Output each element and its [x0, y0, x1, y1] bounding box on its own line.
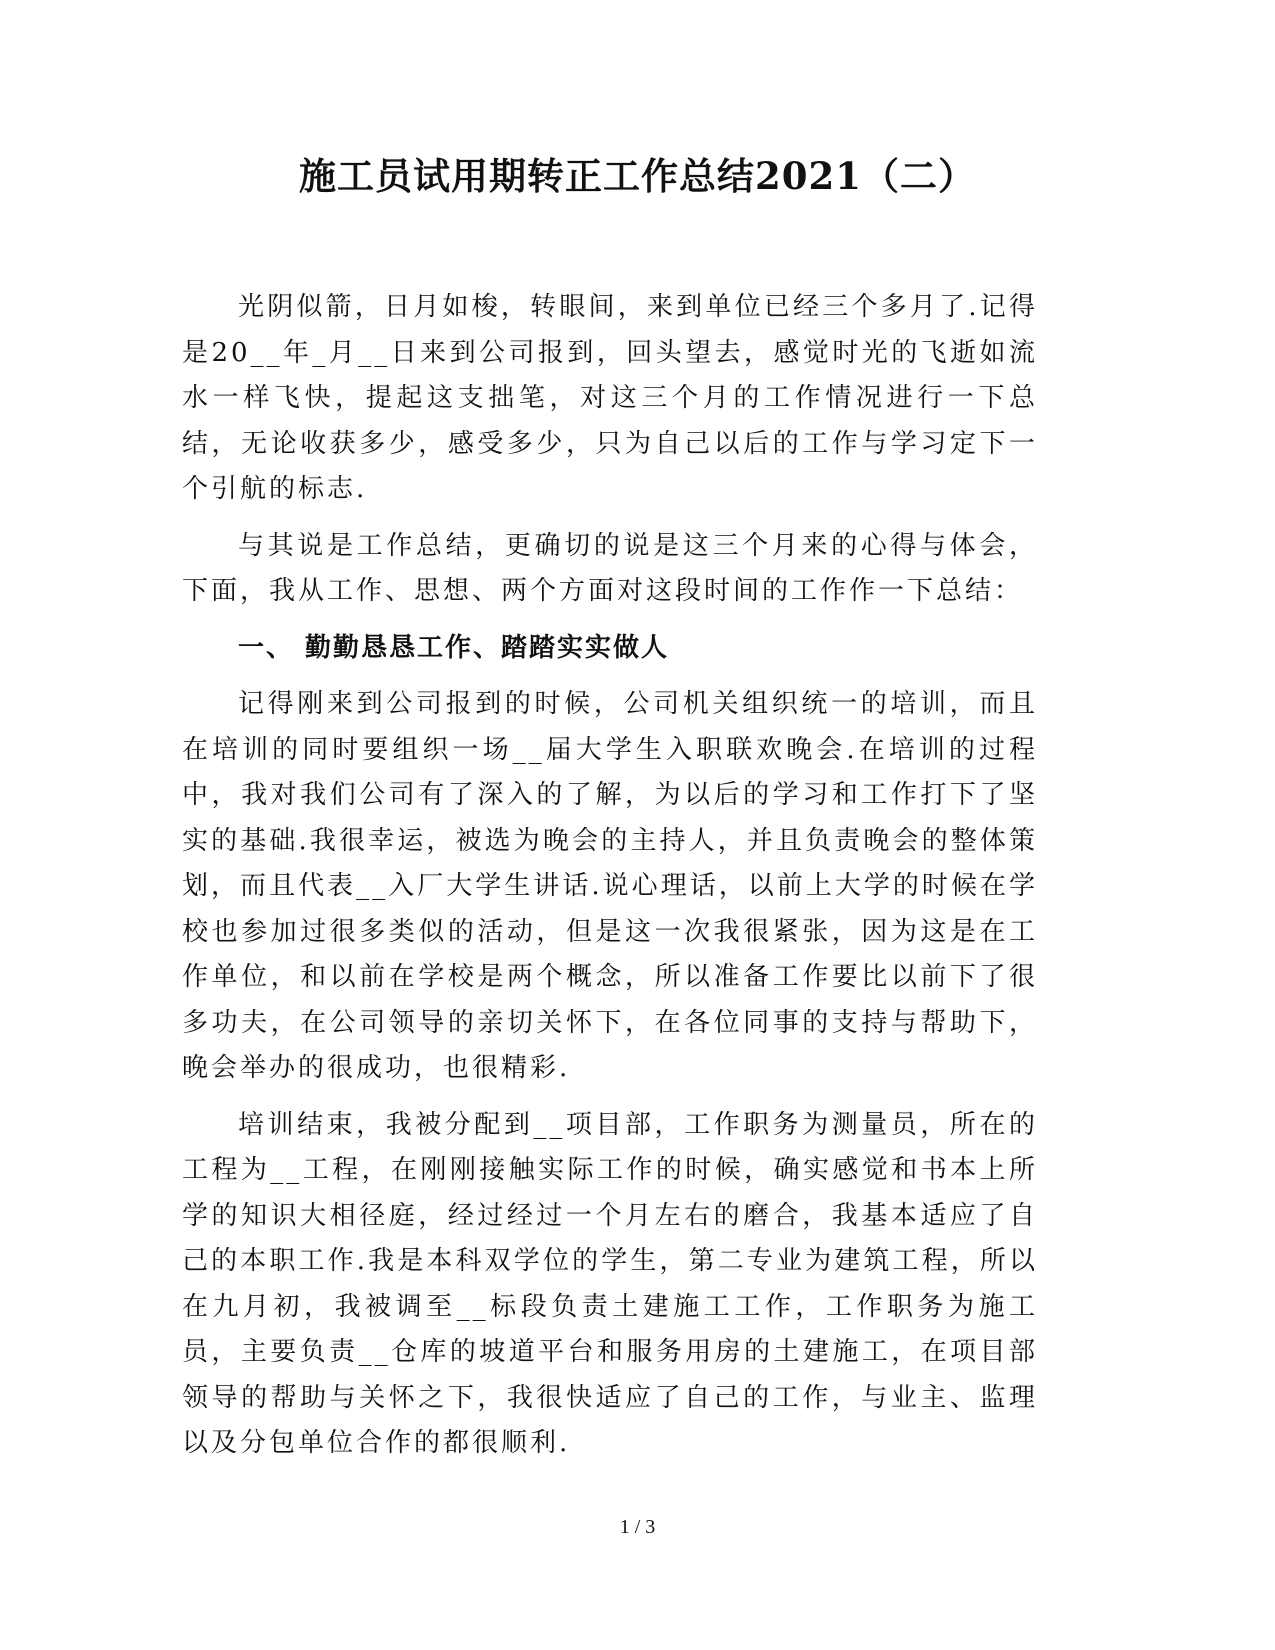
- section-heading: 一、 勤勤恳恳工作、踏踏实实做人: [238, 632, 670, 663]
- paragraph-assignment: 培训结束，我被分配到__项目部，工作职务为测量员，所在的工程为__工程，在刚刚接触实际工作的时候，确实感觉和书本上所学的知识大相径庭，经过经过一个月左右的磨合，我基本适应了自己的本职工作.我是本科双学位的学生，第二专业为建筑工程，所以在九月初，我被调至__标段负责土建施工工作，工作职务为施工员，主要负责__仓库的坡道平台和服务用房的土建施工，在项目部领导的帮助与关怀之下，我很快适应了自己的工作，与业主、监理以及分包单位合作的都很顺利.: [182, 1109, 1038, 1458]
- page-number: 1 / 3: [619, 1516, 656, 1538]
- paragraph-overview: 与其说是工作总结，更确切的说是这三个月来的心得与体会，下面，我从工作、思想、两个方面对这段时间的工作作一下总结：: [182, 530, 1038, 606]
- document-title: 施工员试用期转正工作总结2021（二）: [299, 154, 976, 198]
- paragraph-training: 记得刚来到公司报到的时候，公司机关组织统一的培训，而且在培训的同时要组织一场__届大学生入职联欢晚会.在培训的过程中，我对我们公司有了深入的了解，为以后的学习和工作打下了坚实的基础.我很幸运，被选为晚会的主持人，并且负责晚会的整体策划，而且代表__入厂大学生讲话.说心理话，以前上大学的时候在学校也参加过很多类似的活动，但是这一次我很紧张，因为这是在工作单位，和以前在学校是两个概念，所以准备工作要比以前下了很多功夫，在公司领导的亲切关怀下，在各位同事的支持与帮助下，晚会举办的很成功，也很精彩.: [182, 689, 1038, 1083]
- paragraph-intro: 光阴似箭，日月如梭，转眼间，来到单位已经三个多月了.记得是20__年_月__日来到公司报到，回头望去，感觉时光的飞逝如流水一样飞快，提起这支拙笔，对这三个月的工作情况进行一下总结，无论收获多少，感受多少，只为自己以后的工作与学习定下一个引航的标志.: [182, 292, 1038, 504]
- document-body: [182, 285, 1038, 1467]
